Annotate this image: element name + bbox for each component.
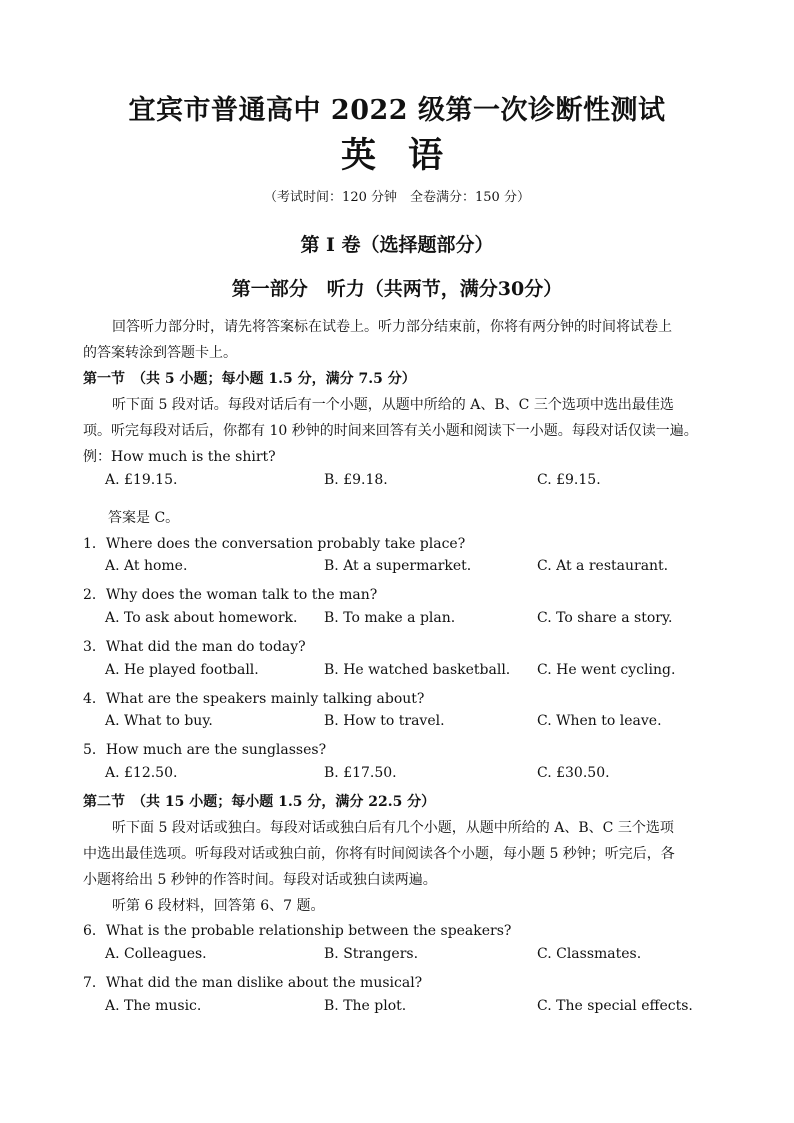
option-c: C. He went cycling. xyxy=(537,662,676,678)
section2-instructions: 小题将给出 5 秒钟的作答时间。每段对话或独白读两遍。 xyxy=(83,872,437,888)
question-options xyxy=(0,713,794,735)
question-options xyxy=(0,946,794,968)
question-options xyxy=(0,610,794,632)
option-b: B. The plot. xyxy=(324,998,407,1014)
section2-instructions: 中选出最佳选项。听每段对话或独白前，你将有时间阅读各个小题，每小题 5 秒钟；听完后，各 xyxy=(83,846,675,862)
material-note: 听第 6 段材料，回答第 6、7 题。 xyxy=(112,898,325,914)
option-c: C. £30.50. xyxy=(537,765,610,781)
example-options xyxy=(0,472,794,494)
volume-title: 第 I 卷（选择题部分） xyxy=(300,234,494,256)
option-a: A. What to buy. xyxy=(105,713,213,729)
question: 2．Why does the woman talk to the man? xyxy=(83,587,378,603)
question: 1．Where does the conversation probably take place? xyxy=(83,536,466,552)
option-c: C. To share a story. xyxy=(537,610,673,626)
section2-heading: 第二节 （共 15 小题；每小题 1.5 分，满分 22.5 分） xyxy=(83,794,436,810)
question: 4．What are the speakers mainly talking about? xyxy=(83,691,425,707)
option-c: C. The special effects. xyxy=(537,998,693,1014)
option-a: A. Colleagues. xyxy=(105,946,207,962)
option-c: C. When to leave. xyxy=(537,713,662,729)
option-a: A. The music. xyxy=(105,998,202,1014)
example-answer: 答案是 C。 xyxy=(108,510,180,526)
part-intro-line: 的答案转涂到答题卡上。 xyxy=(83,345,237,361)
question: 7．What did the man dislike about the musical? xyxy=(83,975,423,991)
section1-heading: 第一节 （共 5 小题；每小题 1.5 分，满分 7.5 分） xyxy=(83,371,416,387)
option-a: A. £12.50. xyxy=(105,765,178,781)
option-b: B. Strangers. xyxy=(324,946,419,962)
question-options xyxy=(0,765,794,787)
part-title: 第一部分 听力（共两节，满分30分） xyxy=(231,278,563,300)
question: 5．How much are the sunglasses? xyxy=(83,742,327,758)
subject-title: 英语 xyxy=(340,135,475,176)
option-b: B. £17.50. xyxy=(324,765,397,781)
question: 6．What is the probable relationship between the speakers? xyxy=(83,923,512,939)
part-intro-line: 回答听力部分时，请先将答案标在试卷上。听力部分结束前，你将有两分钟的时间将试卷上 xyxy=(112,319,672,335)
question-options xyxy=(0,662,794,684)
question-options xyxy=(0,998,794,1020)
option-c: C. Classmates. xyxy=(537,946,642,962)
option-b: B. £9.18. xyxy=(324,472,388,488)
question-options xyxy=(0,558,794,580)
question: 3．What did the man do today? xyxy=(83,639,306,655)
option-b: B. He watched basketball. xyxy=(324,662,511,678)
example-question: 例：How much is the shirt? xyxy=(83,449,276,465)
section2-instructions: 听下面 5 段对话或独白。每段对话或独白后有几个小题，从题中所给的 A、B、C 三个选项 xyxy=(112,820,674,836)
option-a: A. He played football. xyxy=(105,662,259,678)
option-a: A. At home. xyxy=(105,558,188,574)
option-a: A. To ask about homework. xyxy=(105,610,298,626)
option-b: B. To make a plan. xyxy=(324,610,456,626)
option-c: C. At a restaurant. xyxy=(537,558,669,574)
option-b: B. How to travel. xyxy=(324,713,445,729)
section1-instructions: 项。听完每段对话后，你都有 10 秒钟的时间来回答有关小题和阅读下一小题。每段对话仅读一遍。 xyxy=(83,423,698,439)
exam-info: （考试时间：120 分钟 全卷满分：150 分） xyxy=(264,190,530,205)
option-a: A. £19.15. xyxy=(105,472,178,488)
option-b: B. At a supermarket. xyxy=(324,558,472,574)
option-c: C. £9.15. xyxy=(537,472,601,488)
exam-title: 宜宾市普通高中 2022 级第一次诊断性测试 xyxy=(128,95,666,126)
section1-instructions: 听下面 5 段对话。每段对话后有一个小题，从题中所给的 A、B、C 三个选项中选出最佳选 xyxy=(112,397,674,413)
